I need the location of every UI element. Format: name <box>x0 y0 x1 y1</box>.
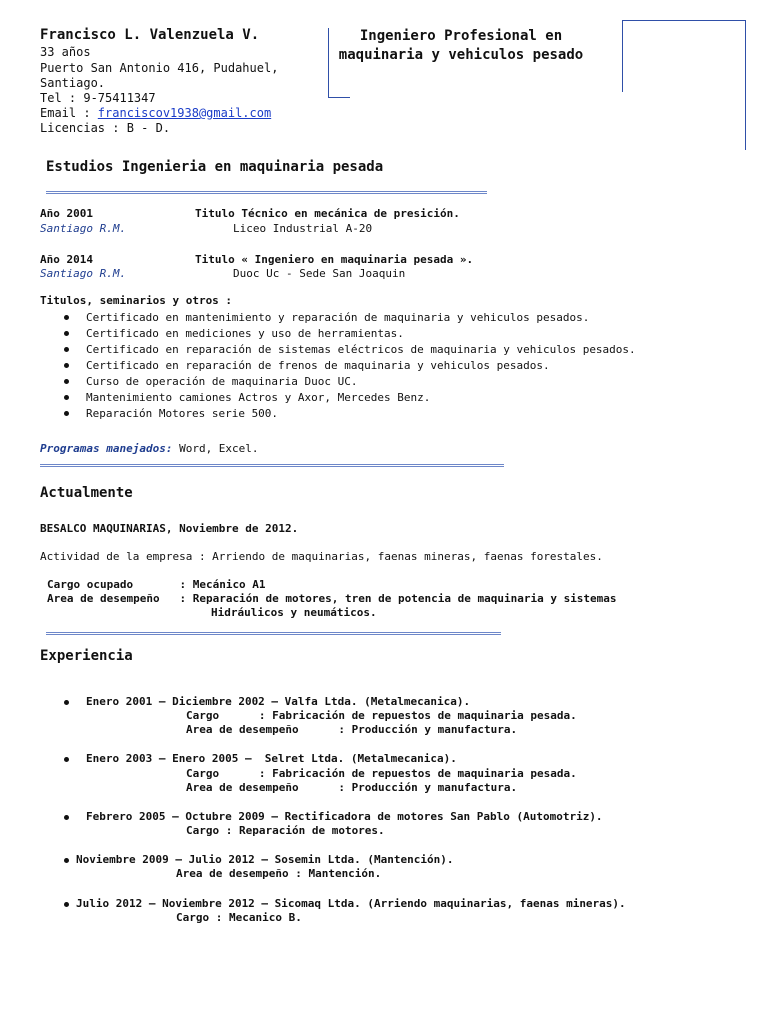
phone: Tel : 9-75411347 <box>40 91 156 105</box>
current-title: Actualmente <box>40 485 133 501</box>
current-company: BESALCO MAQUINARIAS, Noviembre de 2012. <box>40 522 299 535</box>
experience-item: Noviembre 2009 – Julio 2012 – Sosemin Ltda. (Mantención). <box>76 853 454 867</box>
experience-sub: Area de desempeño : Mantención. <box>176 867 382 880</box>
list-item: Reparación Motores serie 500. <box>86 406 636 422</box>
studies-title: Estudios Ingenieria en maquinaria pesada <box>46 159 384 175</box>
studies-divider <box>46 191 487 194</box>
role-title: Ingeniero Profesional en maquinaria y vehiculos pesado <box>338 28 584 63</box>
bullet-icon <box>64 700 69 705</box>
experience-item: Enero 2001 – Diciembre 2002 – Valfa Ltda. (Metalmecanica). <box>86 695 470 709</box>
study-title-2: Titulo « Ingeniero en maquinaria pesada ». <box>195 253 474 266</box>
current-area: Area de desempeño : Reparación de motores, tren de potencia de maquinaria y sistemas <box>47 592 617 605</box>
list-item: Certificado en reparación de sistemas eléctricos de maquinaria y vehiculos pesados. <box>86 342 636 358</box>
bullet-icon <box>64 858 69 863</box>
list-item: Certificado en reparación de frenos de maquinaria y vehiculos pesados. <box>86 358 636 374</box>
experience-sub: Area de desempeño : Producción y manufactura. <box>186 723 518 736</box>
study-year-2: Año 2014 <box>40 253 93 266</box>
experience-sub: Area de desempeño : Producción y manufactura. <box>186 781 518 794</box>
experience-item: Enero 2003 – Enero 2005 – Selret Ltda. (Metalmecanica). <box>86 752 457 766</box>
experience-title: Experiencia <box>40 648 133 664</box>
email-label: Email : <box>40 106 98 120</box>
list-item: Mantenimiento camiones Actros y Axor, Mercedes Benz. <box>86 390 636 406</box>
experience-sub: Cargo : Fabricación de repuestos de maquinaria pesada. <box>186 767 577 780</box>
header-frame-right-top <box>622 20 746 21</box>
bullet-icon <box>64 757 69 762</box>
study-school-2: Duoc Uc - Sede San Joaquin <box>233 267 406 280</box>
study-school-1: Liceo Industrial A-20 <box>233 222 373 235</box>
bullet-icon <box>64 902 69 907</box>
programs-row <box>40 442 259 456</box>
address-line2: Santiago. <box>40 76 106 90</box>
seminars-list <box>86 310 636 422</box>
header-frame-left <box>328 28 329 98</box>
experience-sub: Cargo : Fabricación de repuestos de maquinaria pesada. <box>186 709 577 722</box>
current-area-line2: Hidráulicos y neumáticos. <box>211 606 377 619</box>
study-year-1: Año 2001 <box>40 207 93 220</box>
age: 33 años <box>40 45 91 59</box>
bullet-icon <box>64 331 69 336</box>
bullet-icon <box>64 315 69 320</box>
list-item: Certificado en mediciones y uso de herramientas. <box>86 326 636 342</box>
study-location-1: Santiago R.M. <box>40 222 127 235</box>
address-line1: Puerto San Antonio 416, Pudahuel, <box>40 61 279 75</box>
experience-sub: Cargo : Mecanico B. <box>176 911 302 924</box>
header-frame-bottom <box>328 97 350 98</box>
bullet-icon <box>64 815 69 820</box>
bullet-icon <box>64 347 69 352</box>
licenses: Licencias : B - D. <box>40 121 171 135</box>
current-divider-top <box>40 464 504 467</box>
programs-label: Programas manejados: <box>40 442 173 455</box>
email-row <box>40 106 271 121</box>
list-item: Curso de operación de maquinaria Duoc UC. <box>86 374 636 390</box>
header-frame-right-left <box>622 20 623 92</box>
candidate-name: Francisco L. Valenzuela V. <box>40 27 260 43</box>
experience-divider <box>46 632 501 635</box>
current-activity: Actividad de la empresa : Arriendo de maquinarias, faenas mineras, faenas forestales. <box>40 550 603 563</box>
email-link[interactable]: franciscov1938@gmail.com <box>97 106 272 120</box>
header-frame-right-side <box>745 20 746 150</box>
bullet-icon <box>64 363 69 368</box>
bullet-icon <box>64 379 69 384</box>
bullet-icon <box>64 411 69 416</box>
current-position: Cargo ocupado : Mecánico A1 <box>47 578 266 591</box>
experience-item: Julio 2012 – Noviembre 2012 – Sicomaq Ltda. (Arriendo maquinarias, faenas mineras). <box>76 897 626 911</box>
study-title-1: Titulo Técnico en mecánica de presición. <box>195 207 460 220</box>
bullet-icon <box>64 395 69 400</box>
study-location-2: Santiago R.M. <box>40 267 127 280</box>
list-item: Certificado en mantenimiento y reparación de maquinaria y vehiculos pesados. <box>86 310 636 326</box>
experience-item: Febrero 2005 – Octubre 2009 – Rectificadora de motores San Pablo (Automotriz). <box>86 810 603 824</box>
programs-value: Word, Excel. <box>172 442 259 455</box>
experience-sub: Cargo : Reparación de motores. <box>186 824 385 837</box>
seminars-title: Titulos, seminarios y otros : <box>40 294 233 307</box>
